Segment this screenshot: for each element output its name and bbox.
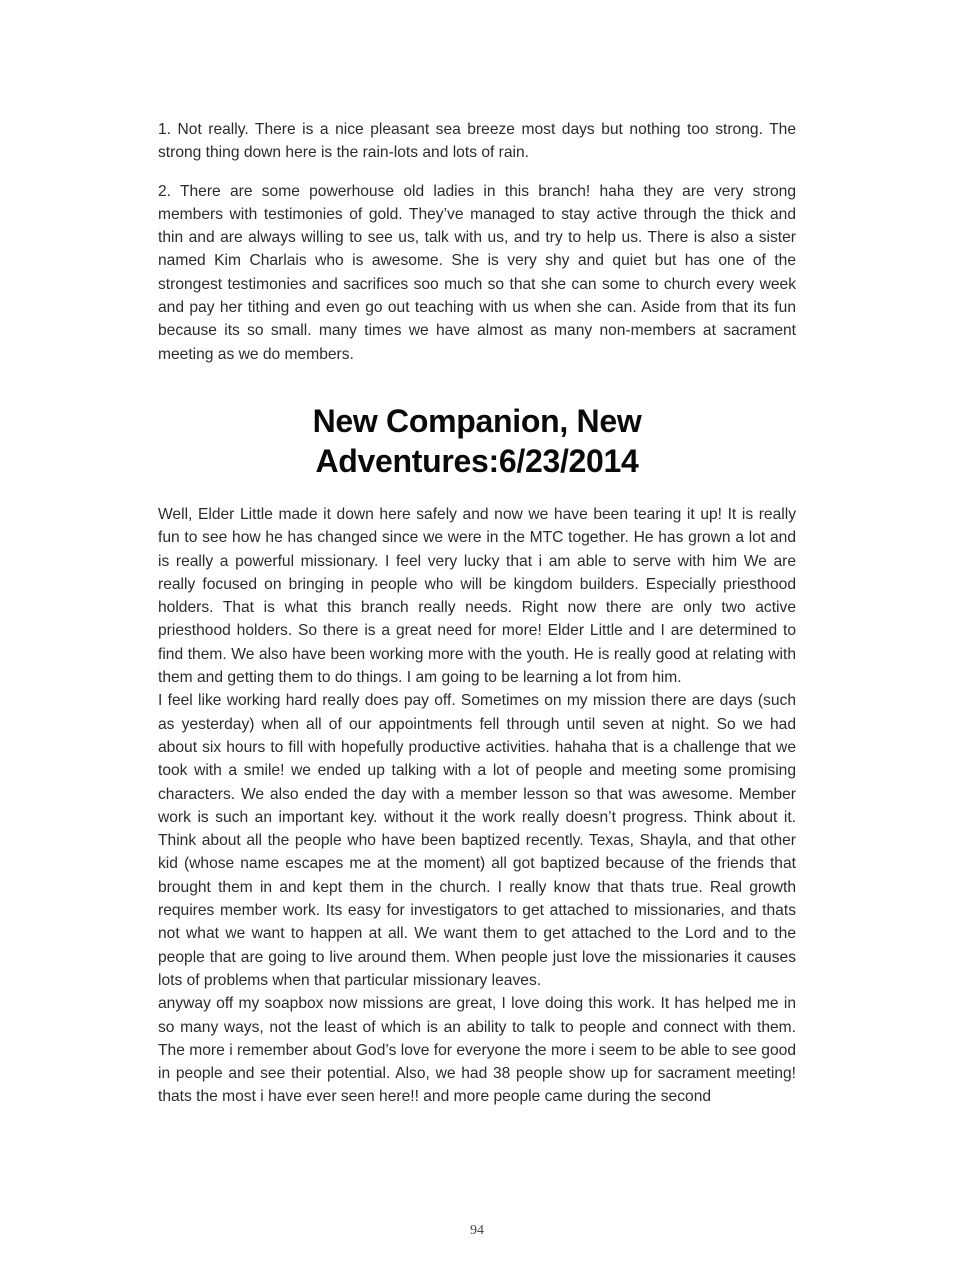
section-heading-line-2: Adventures:6/23/2014	[315, 442, 639, 479]
body-paragraph-3: anyway off my soapbox now missions are great, I love doing this work. It has helped me in so many ways, not the least of which is an ability to talk to people and connect with them. The more i remember about God’s love for everyone the more i seem to be able to see good in people and see their potential. Also, we had 38 people show up for sacrament meeting! thats the most i have ever seen here!! and more people came during the second	[158, 995, 796, 1106]
body-paragraph-1: Well, Elder Little made it down here safely and now we have been tearing it up! It is really fun to see how he has changed since we were in the MTC together. He has grown a lot and is really a powerful missionary. I feel very lucky that i am able to serve with him We are really focused on bringing in people who will be kingdom builders. Especially priesthood holders. That is what this branch really needs. Right now there are only two active priesthood holders. So there is a great need for more! Elder Little and I are determined to find them. We also have been working more with the youth. He is really good at relating with them and getting them to do things. I am going to be learning a lot from him.	[158, 505, 796, 687]
answer-paragraph-2: 2. There are some powerhouse old ladies in this branch! haha they are very strong members with testimonies of gold. They’ve managed to stay active through the thick and thin and are always willing to see us, talk with us, and try to help us. There is also a sister named Kim Charlais who is awesome. She is very shy and quiet but has one of the strongest testimonies and sacrifices soo much so that she can some to church every week and pay her tithing and even go out teaching with us when she can. Aside from that its fun because its so small. many times we have almost as many non-members at sacrament meeting as we do members.	[158, 182, 796, 363]
page-content	[158, 118, 796, 1109]
answer-paragraph-1: 1. Not really. There is a nice pleasant sea breeze most days but nothing too strong. The strong thing down here is the rain-lots and lots of rain.	[158, 121, 796, 162]
section-heading	[158, 401, 796, 481]
page-number: 94	[470, 1223, 484, 1238]
section-heading-line-1: New Companion, New	[312, 402, 642, 439]
body-paragraph-2: I feel like working hard really does pay off. Sometimes on my mission there are days (such as yesterday) when all of our appointments fell through until seven at night. So we had about six hours to fill with hopefully productive activities. hahaha that is a challenge that we took with a smile! we ended up talking with a lot of people and meeting some promising characters. We also ended the day with a member lesson so that was awesome. Member work is such an important key. without it the work really doesn’t progress. Think about it. Think about all the people who have been baptized recently. Texas, Shayla, and that other kid (whose name escapes me at the moment) all got baptized because of the friends that brought them in and kept them in the church. I really know that thats true. Real growth requires member work. Its easy for investigators to get attached to missionaries, and thats not what we want to happen at all. We want them to get attached to the Lord and to the people that are going to live around them. When people just love the missionaries it causes lots of problems when that particular missionary leaves.	[158, 692, 796, 989]
